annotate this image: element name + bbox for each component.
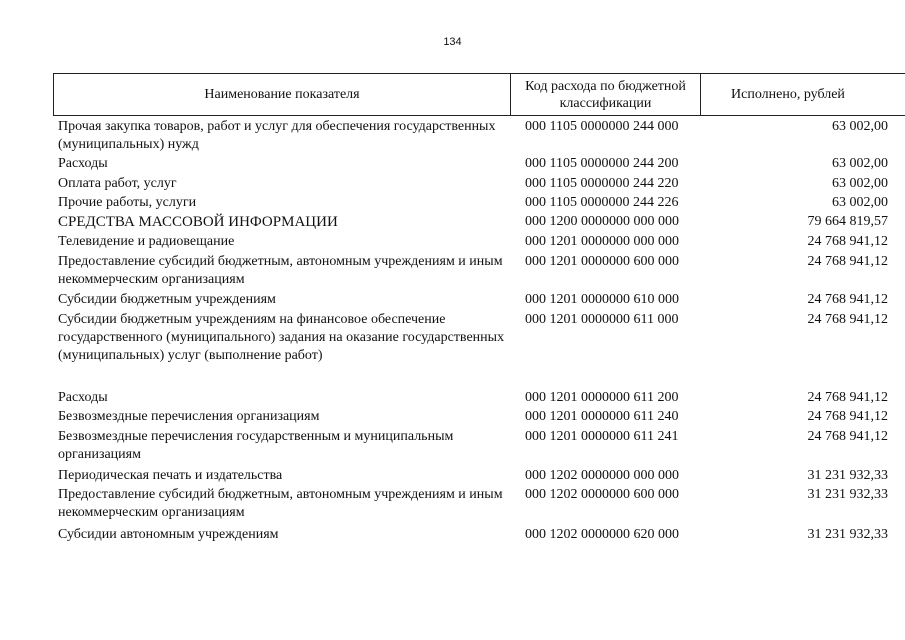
row-amount: 31 231 932,33 bbox=[807, 468, 888, 483]
row-amount: 31 231 932,33 bbox=[807, 487, 888, 502]
header-code-column: Код расхода по бюджетной классификации bbox=[511, 74, 701, 115]
row-name: Прочие работы, услуги bbox=[58, 195, 197, 210]
row-amount: 24 768 941,12 bbox=[807, 390, 888, 405]
row-amount: 79 664 819,57 bbox=[807, 214, 888, 229]
page-number: 134 bbox=[443, 36, 462, 48]
row-code: 000 1202 0000000 620 000 bbox=[525, 527, 679, 542]
table-header bbox=[53, 73, 905, 116]
row-name: Безвозмездные перечисления организациям bbox=[58, 409, 320, 424]
row-amount: 24 768 941,12 bbox=[807, 312, 888, 327]
header-amount-column: Исполнено, рублей bbox=[731, 87, 845, 102]
row-amount: 24 768 941,12 bbox=[807, 409, 888, 424]
row-name: Субсидии бюджетным учреждениям на финансовое обеспечение государственного (муниципального) задания на оказание государственных (муниципальных) услуг (выполнение работ) bbox=[58, 312, 505, 363]
row-code: 000 1105 0000000 244 200 bbox=[525, 156, 679, 171]
row-code: 000 1105 0000000 244 000 bbox=[525, 119, 679, 134]
row-code: 000 1202 0000000 600 000 bbox=[525, 487, 679, 502]
row-name: Предоставление субсидий бюджетным, автономным учреждениям и иным некоммерческим организациям bbox=[58, 254, 503, 287]
row-code: 000 1202 0000000 000 000 bbox=[525, 468, 679, 483]
row-amount: 24 768 941,12 bbox=[807, 234, 888, 249]
row-name: Телевидение и радиовещание bbox=[58, 234, 235, 249]
row-name: Периодическая печать и издательства bbox=[58, 468, 283, 483]
row-code: 000 1201 0000000 611 200 bbox=[525, 390, 679, 405]
row-amount: 24 768 941,12 bbox=[807, 429, 888, 444]
row-name: Субсидии бюджетным учреждениям bbox=[58, 292, 276, 307]
row-code: 000 1201 0000000 600 000 bbox=[525, 254, 679, 269]
row-name: Расходы bbox=[58, 390, 108, 405]
header-name-column: Наименование показателя bbox=[54, 74, 511, 115]
row-amount: 63 002,00 bbox=[832, 195, 888, 210]
row-amount: 63 002,00 bbox=[832, 156, 888, 171]
row-amount: 63 002,00 bbox=[832, 176, 888, 191]
row-code: 000 1201 0000000 611 000 bbox=[525, 312, 679, 327]
row-name: Расходы bbox=[58, 156, 108, 171]
row-code: 000 1201 0000000 611 241 bbox=[525, 429, 679, 444]
row-amount: 31 231 932,33 bbox=[807, 527, 888, 542]
row-code: 000 1105 0000000 244 220 bbox=[525, 176, 679, 191]
row-code: 000 1200 0000000 000 000 bbox=[525, 214, 679, 229]
row-name: СРЕДСТВА МАССОВОЙ ИНФОРМАЦИИ bbox=[58, 214, 338, 230]
row-amount: 24 768 941,12 bbox=[807, 254, 888, 269]
row-name: Безвозмездные перечисления государственным и муниципальным организациям bbox=[58, 429, 454, 462]
row-name: Субсидии автономным учреждениям bbox=[58, 527, 279, 542]
row-amount: 63 002,00 bbox=[832, 119, 888, 134]
row-code: 000 1105 0000000 244 226 bbox=[525, 195, 679, 210]
row-name: Оплата работ, услуг bbox=[58, 176, 177, 191]
row-amount: 24 768 941,12 bbox=[807, 292, 888, 307]
row-code: 000 1201 0000000 000 000 bbox=[525, 234, 679, 249]
row-name: Прочая закупка товаров, работ и услуг для обеспечения государственных (муниципальных) нужд bbox=[58, 119, 496, 152]
row-name: Предоставление субсидий бюджетным, автономным учреждениям и иным некоммерческим организациям bbox=[58, 487, 503, 520]
row-code: 000 1201 0000000 610 000 bbox=[525, 292, 679, 307]
row-code: 000 1201 0000000 611 240 bbox=[525, 409, 679, 424]
